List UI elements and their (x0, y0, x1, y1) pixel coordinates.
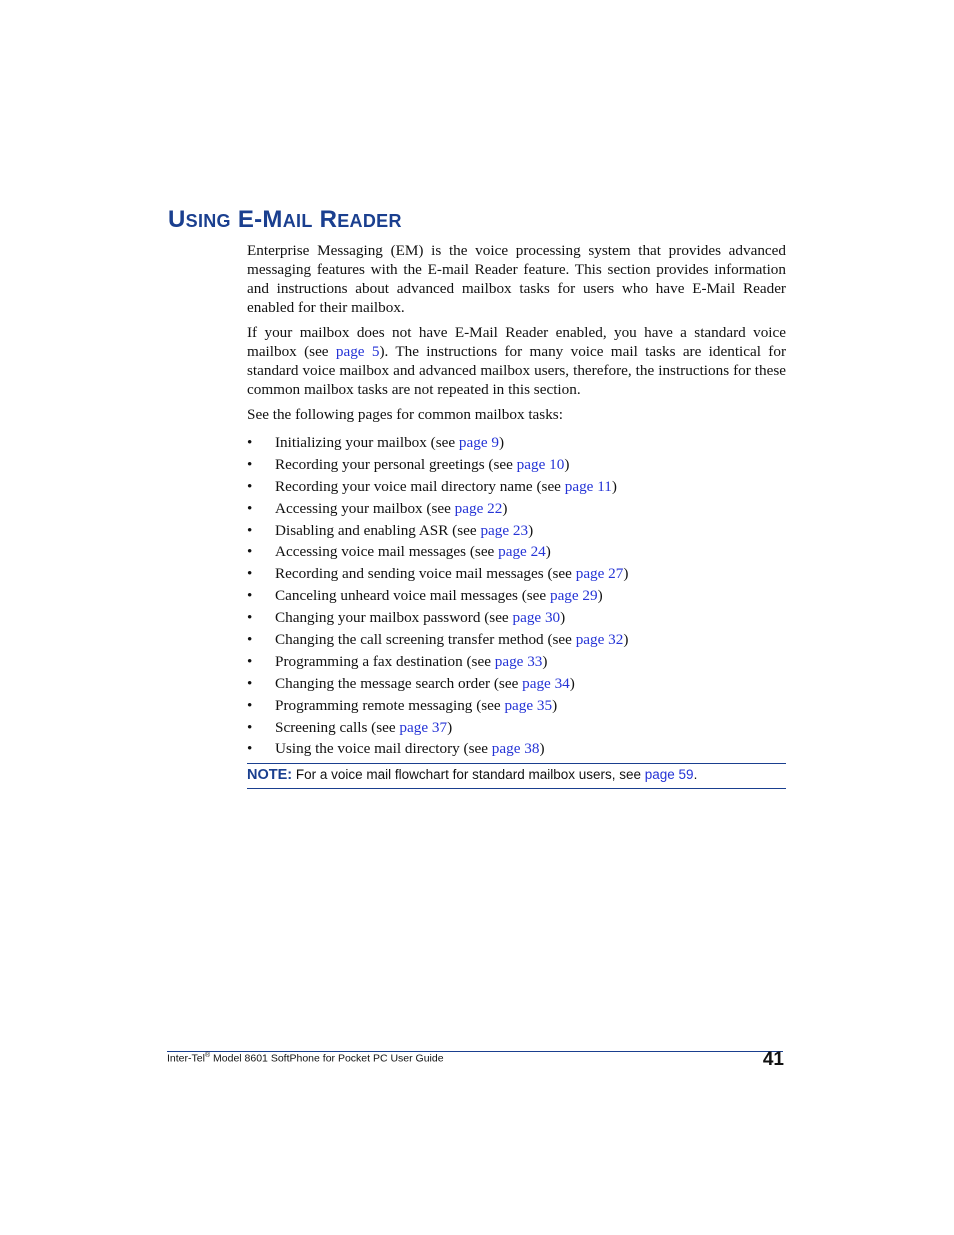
page-link[interactable]: page 11 (564, 477, 612, 495)
page-link[interactable]: page 22 (454, 499, 503, 517)
page-link[interactable]: page 5 (335, 343, 380, 360)
list-item: • Recording and sending voice mail messages (see page 27) (247, 563, 786, 585)
list-item: • Canceling unheard voice mail messages (see page 29) (247, 585, 786, 607)
bullet-icon: • (247, 587, 253, 605)
list-item: • Disabling and enabling ASR (see page 23) (247, 520, 786, 542)
bullet-icon: • (247, 631, 253, 649)
list-item: • Changing your mailbox password (see page 30) (247, 607, 786, 629)
list-item: • Screening calls (see page 37) (247, 717, 786, 739)
list-item: • Changing the call screening transfer method (see page 32) (247, 629, 786, 651)
list-item: • Changing the message search order (see page 34) (247, 673, 786, 695)
list-item: • Programming a fax destination (see page 33) (247, 651, 786, 673)
list-item: • Accessing your mailbox (see page 22) (247, 498, 786, 520)
section-heading: USING E-MAIL READER (168, 206, 402, 233)
bullet-icon: • (247, 696, 253, 714)
page-link[interactable]: page 27 (575, 565, 624, 583)
page-link[interactable]: page 30 (512, 609, 561, 627)
page-link[interactable]: page 34 (522, 674, 570, 692)
page-number: 41 (762, 1049, 784, 1070)
bullet-icon: • (247, 609, 253, 627)
page-link[interactable]: page 10 (516, 455, 565, 473)
list-item: • Recording your personal greetings (see page 10) (247, 454, 786, 476)
bullet-icon: • (247, 434, 253, 451)
page-link[interactable]: page 9 (458, 434, 499, 451)
bullet-icon: • (247, 565, 253, 583)
body-content (247, 241, 786, 789)
page-link[interactable]: page 59 (644, 767, 694, 783)
bullet-icon: • (247, 674, 253, 692)
note-text: For a voice mail flowchart for standard mailbox users, see (292, 767, 645, 783)
page-link[interactable]: page 37 (399, 718, 448, 736)
footer-title: Inter-Tel® Model 8601 SoftPhone for Pocket PC User Guide (167, 1052, 444, 1065)
list-item: • Using the voice mail directory (see page 38) (247, 738, 786, 760)
bullet-icon: • (247, 543, 253, 561)
list-item: • Accessing voice mail messages (see page 24) (247, 541, 786, 563)
bullet-icon: • (247, 521, 253, 539)
list-item: • Recording your voice mail directory name (see page 11) (247, 476, 786, 498)
page-link[interactable]: page 38 (491, 740, 540, 758)
bullet-icon: • (247, 718, 253, 736)
bullet-icon: • (247, 499, 253, 517)
note-label: NOTE: (247, 767, 293, 784)
bullet-icon: • (247, 477, 253, 495)
intro-paragraph: Enterprise Messaging (EM) is the voice processing system that provides advanced messaging features with the E-mail Reader feature. This section provides information and instructions about advanced mailbox tasks for users who have E-Mail Reader enabled for their mailbox. (247, 242, 786, 316)
list-item: • Initializing your mailbox (see page 9) (247, 432, 786, 454)
page-link[interactable]: page 32 (575, 631, 624, 649)
bullet-icon: • (247, 740, 253, 758)
page-link[interactable]: page 35 (504, 696, 553, 714)
bullet-icon: • (247, 652, 253, 670)
standard-mailbox-paragraph: If your mailbox does not have E-Mail Reader enabled, you have a standard voice mailbox (see page 5). The instructions for many voice mail tasks are identical for standard voice mailbox and advanced mailbox users, therefore, the instructions for these common mailbox tasks are not repeated in this section. (247, 324, 786, 398)
task-list-intro: See the following pages for common mailbox tasks: (247, 406, 563, 423)
page-link[interactable]: page 24 (498, 543, 546, 561)
bullet-icon: • (247, 455, 253, 473)
page-link[interactable]: page 33 (494, 652, 543, 670)
list-item: • Programming remote messaging (see page 35) (247, 695, 786, 717)
task-list (247, 432, 786, 760)
page-link[interactable]: page 29 (549, 587, 598, 605)
page-link[interactable]: page 23 (480, 521, 529, 539)
note-box: NOTE: For a voice mail flowchart for standard mailbox users, see page 59. (247, 763, 786, 789)
